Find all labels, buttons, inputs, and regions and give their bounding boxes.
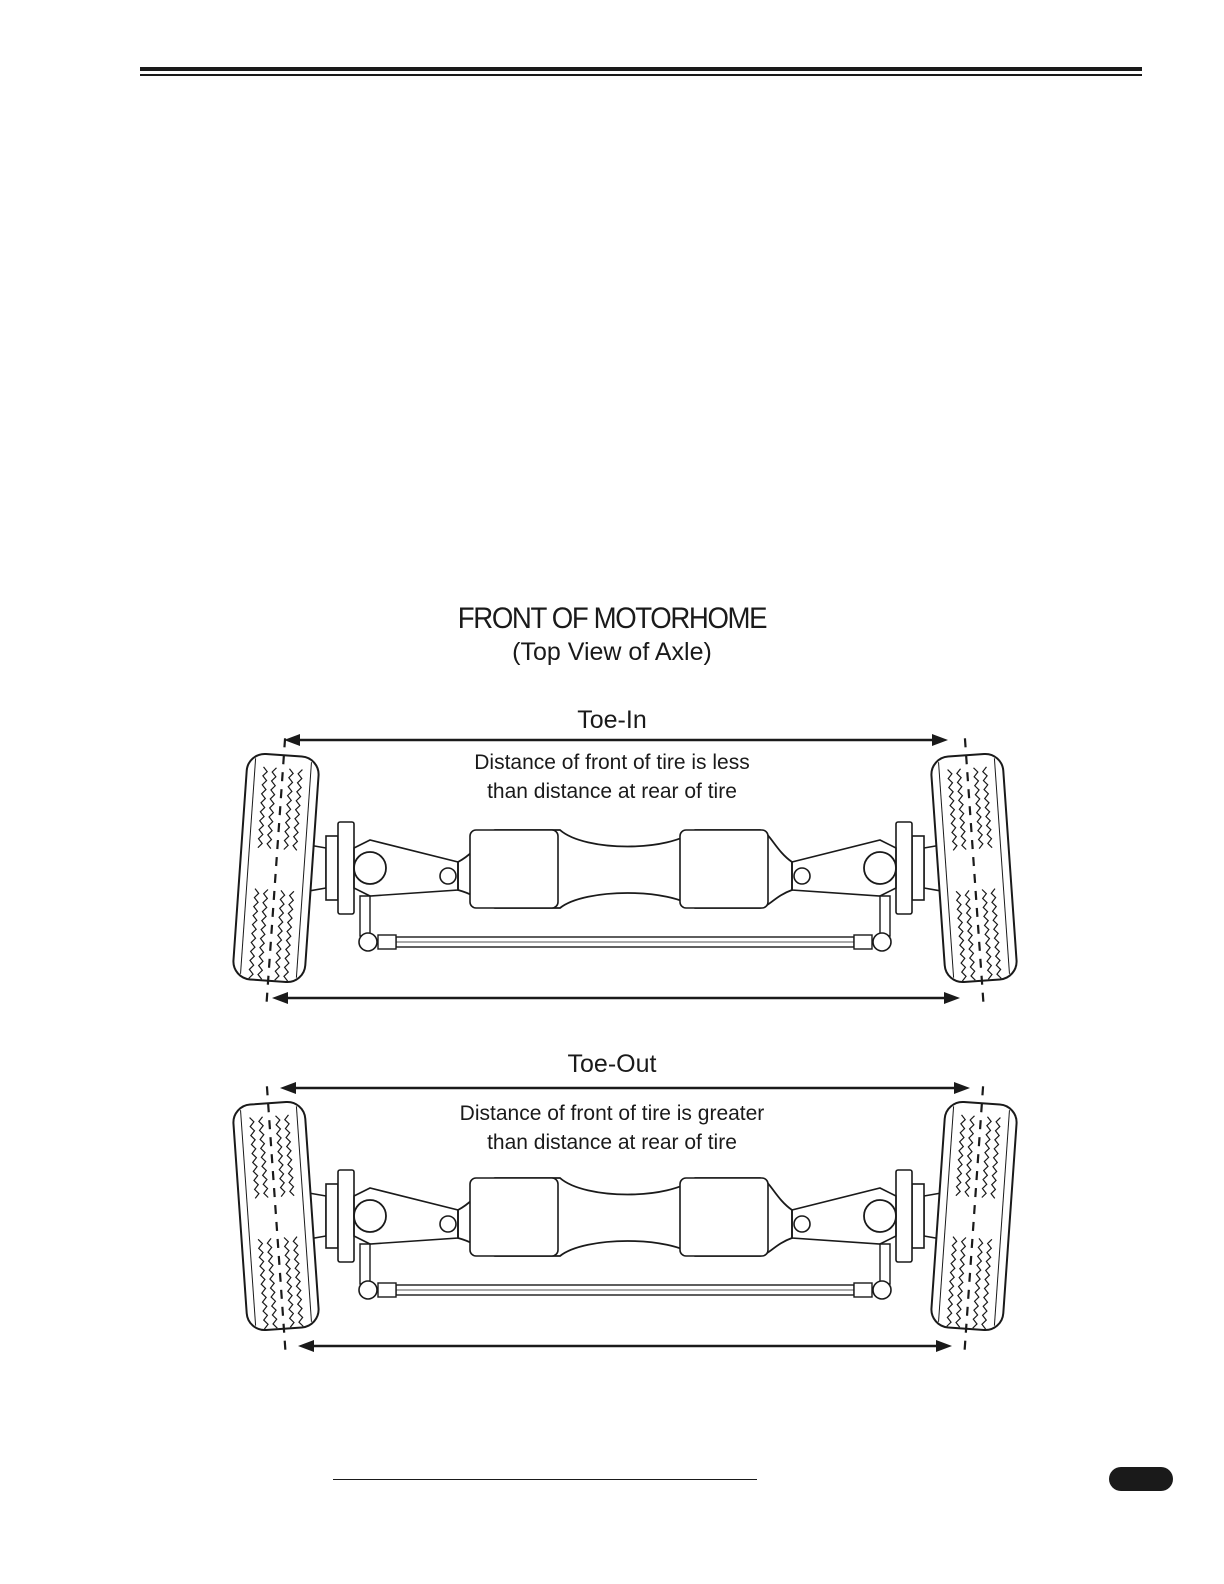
steering-arm xyxy=(880,1244,890,1284)
toe-out-description-line1: Distance of front of tire is greater xyxy=(459,1102,765,1125)
front-distance-arrow-head-left xyxy=(280,1082,296,1094)
footer-rule xyxy=(333,1479,757,1480)
spring-pad-left xyxy=(470,830,558,908)
toe-in-description-line2: than distance at rear of tire xyxy=(487,780,737,803)
left-tire xyxy=(232,1101,320,1331)
axle-beam xyxy=(396,1178,854,1295)
toe-in-label: Toe-In xyxy=(577,706,647,734)
rear-distance-arrow-head-right xyxy=(944,992,960,1004)
axle-beam xyxy=(396,830,854,947)
spring-pad-right xyxy=(680,1178,768,1256)
right-tire xyxy=(930,1101,1018,1331)
king-pin xyxy=(864,1200,896,1232)
steering-arm xyxy=(360,1244,370,1284)
tie-rod-clamp xyxy=(854,1283,872,1297)
hub-drum xyxy=(912,1184,924,1248)
left-wheel xyxy=(231,1084,322,1358)
tie-rod-end xyxy=(359,1281,377,1299)
brake-rotor xyxy=(338,822,354,914)
tie-rod-clamp xyxy=(378,935,396,949)
hub-drum xyxy=(326,836,338,900)
toe-out-label: Toe-Out xyxy=(567,1050,657,1078)
knuckle-pivot xyxy=(794,868,810,884)
tie-rod-end xyxy=(873,1281,891,1299)
steering-arm xyxy=(360,896,370,936)
king-pin xyxy=(864,852,896,884)
brake-rotor xyxy=(338,1170,354,1262)
right-wheel xyxy=(929,736,1020,1010)
front-distance-arrow-head-right xyxy=(932,734,948,746)
rear-distance-arrow xyxy=(272,992,960,1004)
knuckle-pivot xyxy=(440,868,456,884)
hub-drum xyxy=(326,1184,338,1248)
header-rule xyxy=(140,67,1142,76)
tie-rod-clamp xyxy=(378,1283,396,1297)
left-wheel xyxy=(230,736,321,1010)
header-rule-thin xyxy=(140,74,1142,76)
tie-rod-end xyxy=(873,933,891,951)
left-tire xyxy=(232,753,320,983)
king-pin xyxy=(354,1200,386,1232)
toe-in-axle-diagram xyxy=(230,710,1020,1020)
rear-distance-arrow-head-right xyxy=(936,1340,952,1352)
hub-drum xyxy=(912,836,924,900)
brake-rotor xyxy=(896,822,912,914)
header-rule-thick xyxy=(140,67,1142,71)
diagram-subtitle: (Top View of Axle) xyxy=(512,638,712,666)
front-distance-arrow-head-right xyxy=(954,1082,970,1094)
right-wheel xyxy=(928,1084,1019,1358)
rear-distance-arrow-head-left xyxy=(272,992,288,1004)
rear-distance-arrow xyxy=(298,1340,952,1352)
toe-out-description-line2: than distance at rear of tire xyxy=(487,1131,737,1154)
rear-distance-arrow-head-left xyxy=(298,1340,314,1352)
knuckle-pivot xyxy=(440,1216,456,1232)
steering-arm xyxy=(880,896,890,936)
front-distance-arrow-head-left xyxy=(284,734,300,746)
toe-out-axle-diagram xyxy=(230,1058,1020,1368)
right-tire xyxy=(930,753,1018,983)
tie-rod-end xyxy=(359,933,377,951)
tie-rod-clamp xyxy=(854,935,872,949)
spring-pad-left xyxy=(470,1178,558,1256)
spring-pad-right xyxy=(680,830,768,908)
king-pin xyxy=(354,852,386,884)
brake-rotor xyxy=(896,1170,912,1262)
knuckle-pivot xyxy=(794,1216,810,1232)
front-distance-arrow xyxy=(284,734,948,746)
diagram-title: FRONT OF MOTORHOME xyxy=(457,602,767,635)
toe-in-description-line1: Distance of front of tire is less xyxy=(474,751,750,774)
front-distance-arrow xyxy=(280,1082,970,1094)
page-tab-marker xyxy=(1109,1467,1173,1491)
